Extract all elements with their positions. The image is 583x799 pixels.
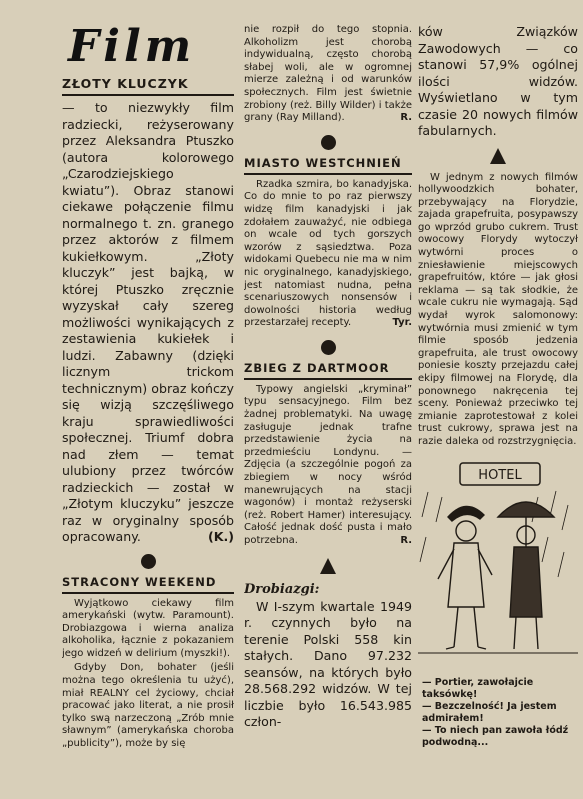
article-drobiazgi-cont: ków Związków Zawodowych — co stanowi 57,9% ogólnej ilości widzów. Wyświetlano w tym czasie 20 nowych filmów fabularnych. [418, 24, 578, 138]
heading-drobiazgi: Drobiazgi: [244, 581, 320, 597]
signature-k: (K.) [207, 529, 234, 544]
heading-zloty-kluczyk: ZŁOTY KLUCZYK [62, 76, 234, 96]
hotel-sign: HOTEL [478, 467, 522, 483]
bullet-separator [321, 135, 336, 150]
column-1 [62, 24, 234, 799]
signature-r-2: R. [400, 535, 412, 546]
article-miasto-westchnien: Rzadka szmira, bo kanadyjska. Co do mnie to po raz pierwszy widzę film kanadyjski i jak zdołałem zauważyć, nie odbiega on wcale od tych gorszych wzorów z sąsiedztwa. Poza widokami Quebecu nie ma w nim nic oryginalnego, kanadyjskiego, jest natomiast nudna, pełna scenariuszowych nonsensów i dowolności historia według przestarzałej recepty. Tyr. [244, 178, 412, 329]
triangle-separator [320, 558, 336, 574]
cartoon-caption-1: — Portier, zawołajcie taksówkę! [422, 676, 534, 700]
cartoon-illustration [418, 457, 578, 677]
cartoon-caption-2: — Bezczelność! Ja jestem admirałem! [422, 700, 557, 724]
masthead: Film [68, 24, 196, 72]
article-zloty-kluczyk [62, 100, 234, 546]
article-stracony-weekend-p1: Wyjątkowo ciekawy film amerykański (wytw. Paramount). Drobiazgowa i wierna analiza alkoholika, łącznie z pokazaniem jego widzeń w delirium (myszki!). [62, 597, 234, 659]
article-stracony-weekend-p2: Gdyby Don, bohater (jeśli można tego określenia tu użyć), miał REALNY cel życiowy, chciał pracować jako literat, a nie prosił tylko swą narzeczoną „Zrób mnie sławnym” (amerykańska choroba „publicity”), może by się [62, 662, 234, 750]
bullet-separator [321, 340, 336, 355]
signature-tyr: Tyr. [392, 317, 412, 329]
heading-miasto-westchnien: MIASTO WESTCHNIEŃ [244, 156, 412, 175]
hotel-cartoon [418, 457, 578, 677]
heading-zbieg-z-dartmoor: ZBIEG Z DARTMOOR [244, 361, 412, 380]
bullet-separator [141, 554, 156, 569]
article-drobiazgi: W I-szym kwartale 1949 r. czynnych było na terenie Polski 558 kin stałych. Dano 97.232 seansów, na których było 28.568.292 widzów. W tej liczbie było 16.543.985 człon- [244, 598, 412, 730]
cartoon-caption-3: — To niech pan zawoła łódź podwodną... [422, 724, 569, 748]
article-zloty-kluczyk-text: — to niezwykły film radziecki, reżyserowany przez Aleksandra Ptuszko (autora kolorowego „Czarodziejskiego kwiatu”). Obraz stanowi ciekawe połączenie filmu normalnego t. zn. granego przez aktorów z filmem kukiełkowym. „Złoty kluczyk” jest bajką, w której Ptuszko zręcznie wyzyskał cały szereg możliwości wynikających z zestawienia kukiełek i ludzi. Zabawny (dzięki licznym trickom technicznym) obraz kończy się wizją szczęśliwego kraju sprawiedliwości społecznej. Triumf dobra nad złem — temat ulubiony przez twórców radzieckich — został w „Złotym kluczyku” jeszcze raz w oryginalny sposób opracowany. [62, 100, 234, 544]
heading-stracony-weekend: STRACONY WEEKEND [62, 575, 234, 594]
article-grapefruit: W jednym z nowych filmów hollywoodzkich bohater, przebywający na Florydzie, zajada grapefruita, posypawszy go wprzód grubo cukrem. Trust owocowy Florydy wytoczył wytwórni proces o zniesławienie miejscowych grapefruitów, które — jak głosi reklama — są tak słodkie, że wcale cukru nie wymagają. Sąd wydał wyrok salomonowy: wytwórnia musi zmienić w tym filmie sposób jedzenia grapefruita, ale trust owocowy poniesie koszty przejazdu całej ekipy filmowej na Florydę, dla ponownego nakręcenia tej sceny. Ponieważ przeciwko tej zmianie zaprotestował z kolei trust cukrowy, sprawa jest na razie daleka od rozstrzygnięcia. [418, 171, 578, 447]
signature-r-1: R. [400, 112, 412, 124]
column-2 [244, 24, 412, 799]
column-3 [418, 24, 578, 799]
article-stracony-weekend-cont: nie rozpił do tego stopnia. Alkoholizm jest chorobą indywidualną, często chorobą słabej woli, ale w ogromnej mierze zależną i od warunków społecznych. Film jest świetnie zrobiony (reż. Billy Wilder) i także grany (Ray Milland). R. [244, 24, 412, 124]
article-zbieg-z-dartmoor: Typowy angielski „kryminał” typu sensacyjnego. Film bez żadnej problematyki. Na uwagę zasługuje jednak trafne przedstawienie życia na przedmieściu Londynu. — Zdjęcia (a szczególnie pogoń za zbiegiem w nocy wśród manewrujących na stacji wagonów) i montaż reżyserski (reż. Robert Hamer) interesujący. Całość jednak dość pusta i mało potrzebna. R. [244, 383, 412, 546]
triangle-separator [490, 148, 506, 164]
